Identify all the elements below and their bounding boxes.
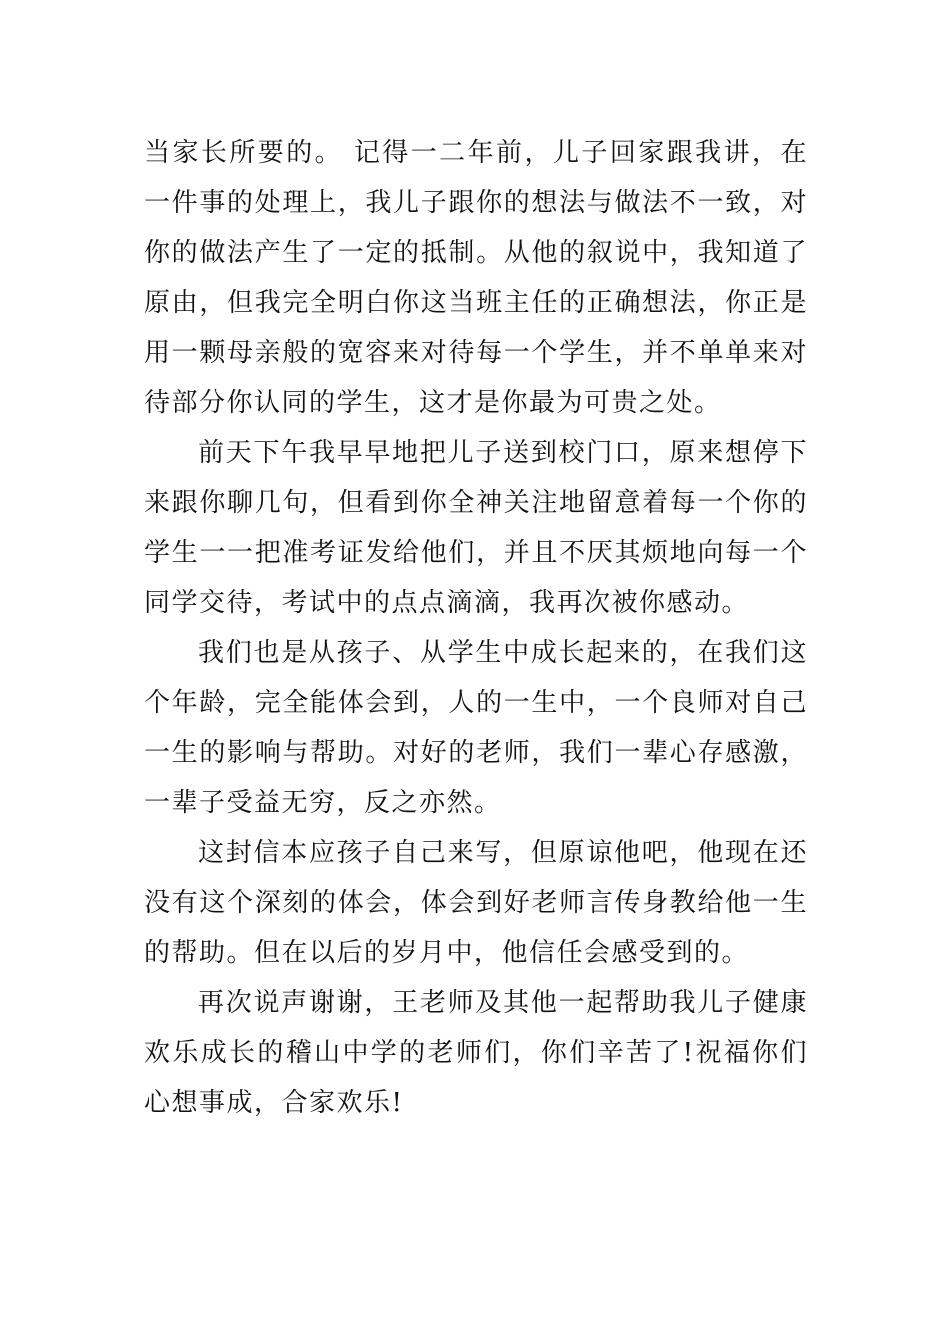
letter-body bbox=[144, 128, 808, 1128]
paragraph-4: 这封信本应孩子自己来写，但原谅他吧，他现在还没有这个深刻的体会，体会到好老师言传身教给他一生的帮助。但在以后的岁月中，他信任会感受到的。 bbox=[144, 838, 808, 968]
paragraph-2: 前天下午我早早地把儿子送到校门口，原来想停下来跟你聊几句，但看到你全神关注地留意着每一个你的学生一一把准考证发给他们，并且不厌其烦地向每一个同学交待，考试中的点点滴滴，我再次被你感动。 bbox=[144, 438, 808, 618]
paragraph-1: 当家长所要的。 记得一二年前，儿子回家跟我讲，在一件事的处理上，我儿子跟你的想法与做法不一致，对你的做法产生了一定的抵制。从他的叙说中，我知道了原由，但我完全明白你这当班主任的正确想法，你正是用一颗母亲般的宽容来对待每一个学生，并不单单来对待部分你认同的学生，这才是你最为可贵之处。 bbox=[144, 138, 808, 418]
paragraph-5: 再次说声谢谢，王老师及其他一起帮助我儿子健康欢乐成长的稽山中学的老师们，你们辛苦了!祝福你们心想事成，合家欢乐! bbox=[144, 988, 808, 1118]
paragraph-3: 我们也是从孩子、从学生中成长起来的，在我们这个年龄，完全能体会到，人的一生中，一个良师对自己一生的影响与帮助。对好的老师，我们一辈心存感激，一辈子受益无穷，反之亦然。 bbox=[144, 638, 808, 818]
